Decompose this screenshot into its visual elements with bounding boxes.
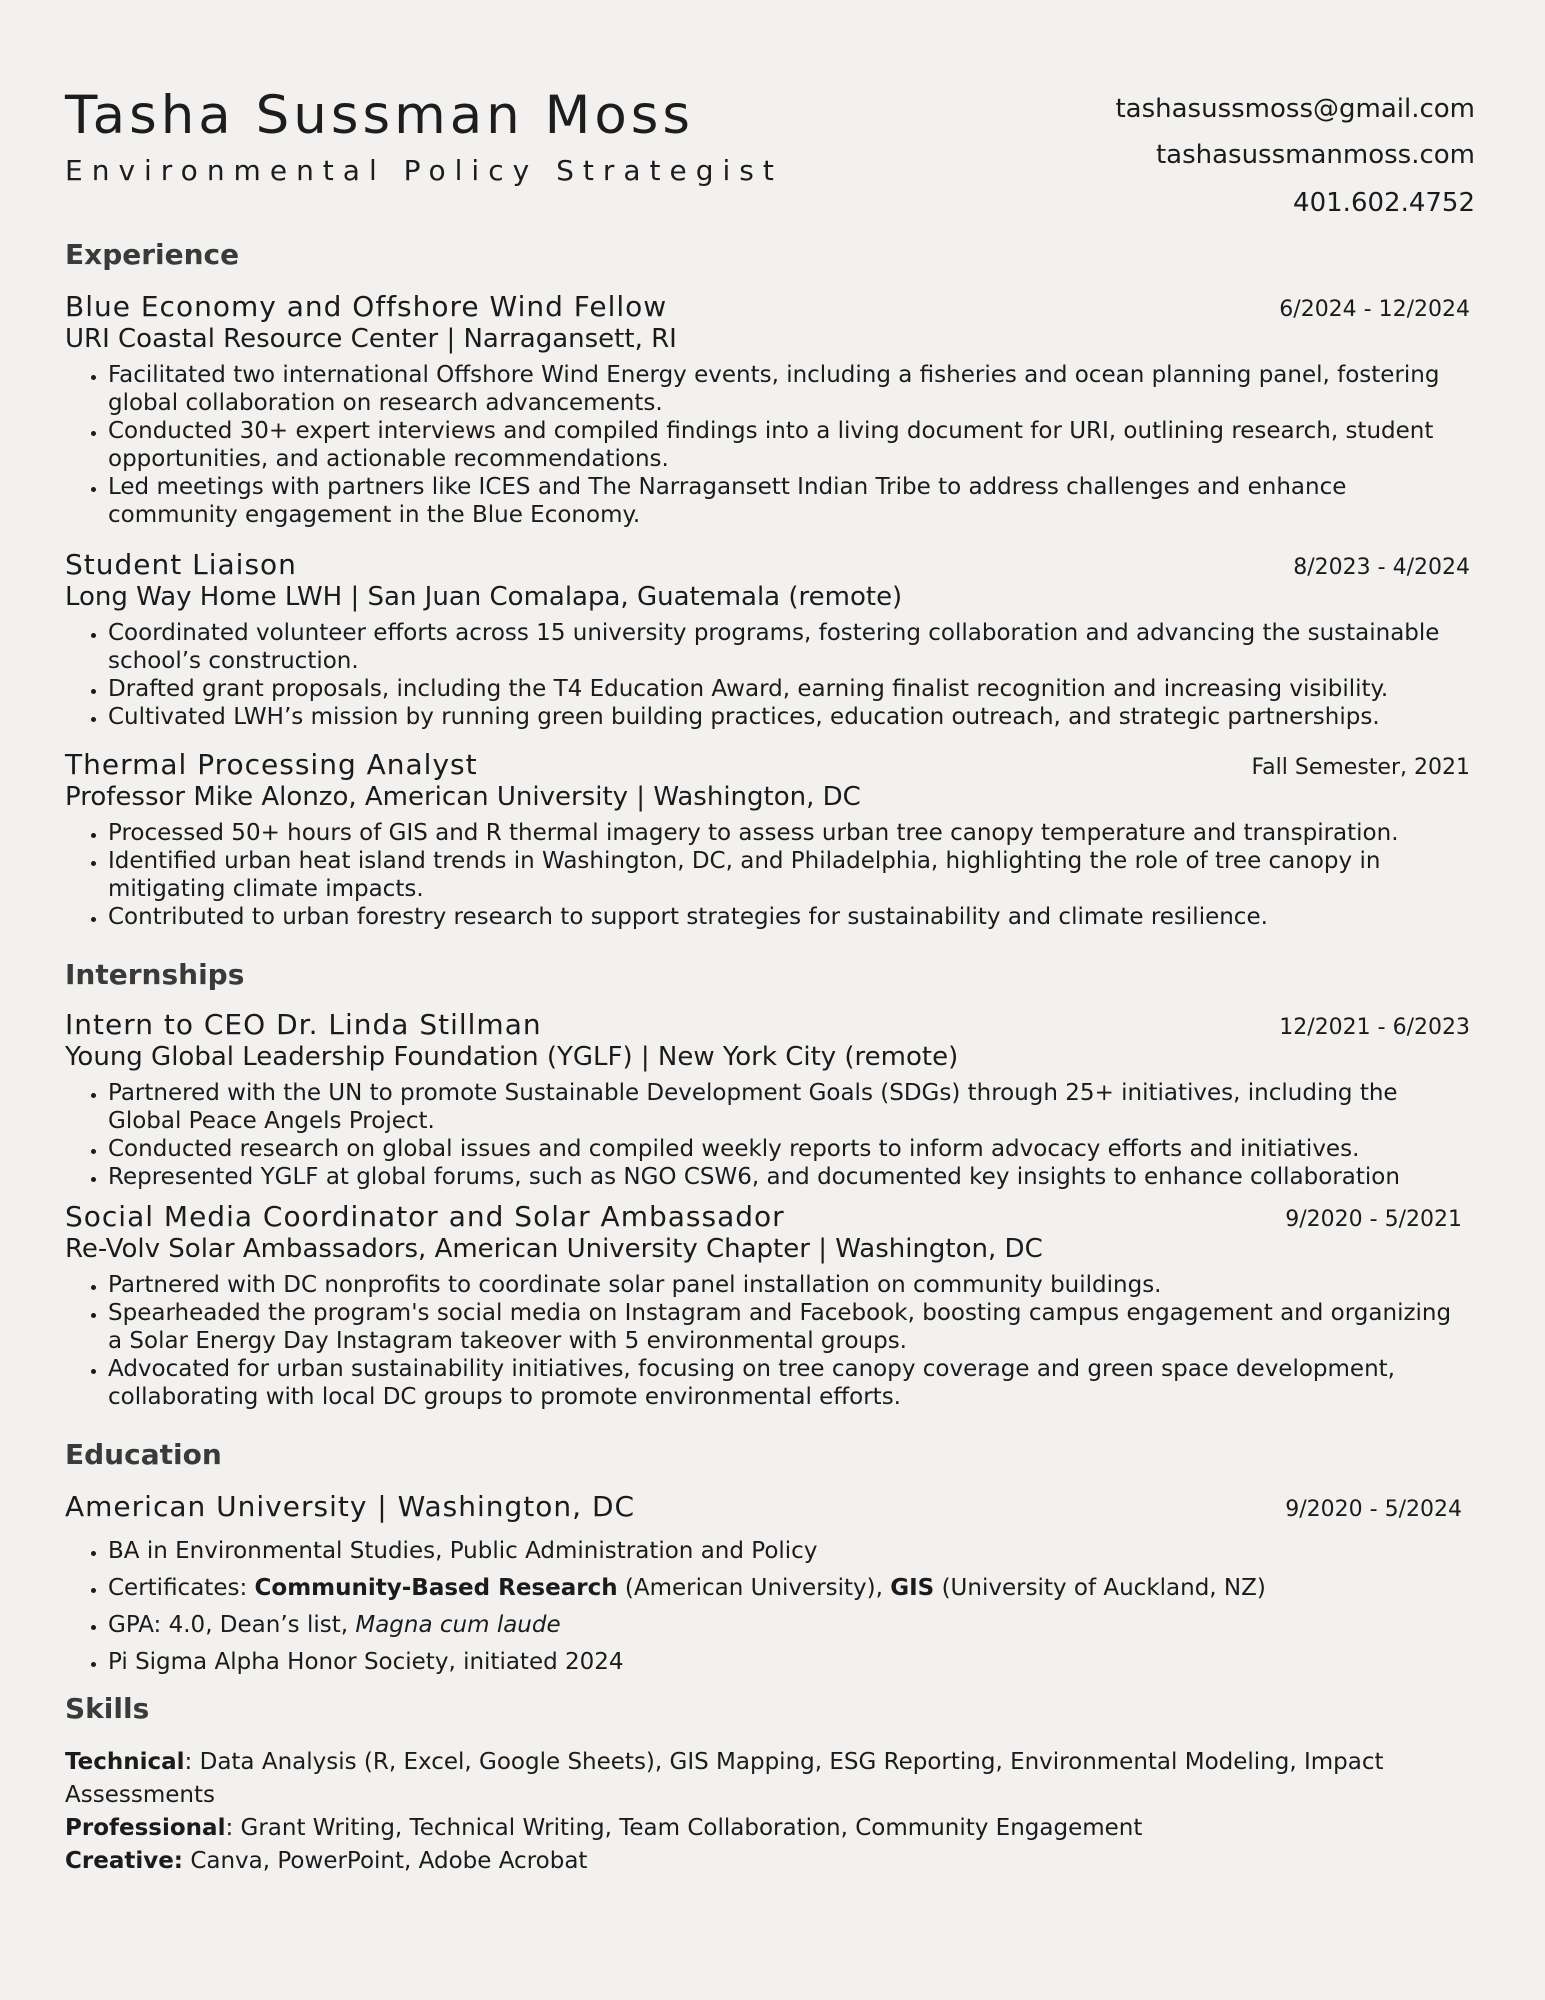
degree: • BA in Environmental Studies, Public Administration and Policy xyxy=(108,1533,1470,1570)
bullet: • Drafted grant proposals, including the T4 Education Award, earning finalist recognition and increasing visibility. xyxy=(108,675,1470,703)
skills-heading: Skills xyxy=(65,1692,150,1725)
job-org: URI Coastal Resource Center | Narragansett, RI xyxy=(65,324,677,354)
internship-entry xyxy=(65,1008,1470,1191)
bullet: • Conducted 30+ expert interviews and compiled findings into a living document for URI, outlining research, student opportunities, and actionable recommendations. xyxy=(108,417,1470,473)
school-name: American University | Washington, DC xyxy=(65,1490,636,1523)
technical-skills: Technical: Data Analysis (R, Excel, Google Sheets), GIS Mapping, ESG Reporting, Environmental Modeling, Impact Assessments xyxy=(65,1749,1384,1808)
job-entry xyxy=(65,548,1470,731)
job-bullets xyxy=(65,619,1470,731)
job-title: Student Liaison xyxy=(65,548,297,581)
job-date: 9/2020 - 5/2021 xyxy=(1285,1207,1462,1232)
bullet: • Facilitated two international Offshore Wind Energy events, including a fisheries and ocean planning panel, fostering global collaboration on research advancements. xyxy=(108,361,1470,417)
bullet: • Cultivated LWH’s mission by running green building practices, education outreach, and strategic partnerships. xyxy=(108,703,1470,731)
education-bullets xyxy=(65,1533,1470,1681)
header xyxy=(65,80,1475,218)
job-bullets xyxy=(65,1079,1470,1191)
job-date: 8/2023 - 4/2024 xyxy=(1293,555,1470,580)
bullet: • Conducted research on global issues and compiled weekly reports to inform advocacy efforts and initiatives. xyxy=(108,1135,1470,1163)
job-entry xyxy=(65,748,1470,931)
job-date: 6/2024 - 12/2024 xyxy=(1279,297,1470,322)
experience-heading: Experience xyxy=(65,238,240,271)
job-bullets xyxy=(65,361,1470,529)
job-date: Fall Semester, 2021 xyxy=(1251,755,1470,780)
gpa: • GPA: 4.0, Dean’s list, Magna cum laude xyxy=(108,1607,1470,1644)
bullet: • Led meetings with partners like ICES and The Narragansett Indian Tribe to address challenges and enhance community engagement in the Blue Economy. xyxy=(108,473,1470,529)
skills-block xyxy=(65,1746,1470,1878)
honor-society: • Pi Sigma Alpha Honor Society, initiated 2024 xyxy=(108,1644,1470,1681)
resume-page xyxy=(65,80,1475,1874)
website[interactable]: tashasussmanmoss.com xyxy=(1155,140,1475,170)
bullet: • Coordinated volunteer efforts across 15 university programs, fostering collaboration and advancing the sustainable school’s construction. xyxy=(108,619,1470,675)
bullet: • Advocated for urban sustainability initiatives, focusing on tree canopy coverage and green space development, collaborating with local DC groups to promote environmental efforts. xyxy=(108,1355,1470,1411)
candidate-name: Tasha Sussman Moss xyxy=(65,85,694,146)
bullet: • Identified urban heat island trends in Washington, DC, and Philadelphia, highlighting the role of tree canopy in mitigating climate impacts. xyxy=(108,847,1470,903)
job-date: 12/2021 - 6/2023 xyxy=(1279,1015,1470,1040)
job-bullets xyxy=(65,1271,1470,1411)
job-bullets xyxy=(65,819,1470,931)
job-org: Professor Mike Alonzo, American University | Washington, DC xyxy=(65,782,861,812)
phone: 401.602.4752 xyxy=(1293,188,1475,218)
job-title: Blue Economy and Offshore Wind Fellow xyxy=(65,290,668,323)
internship-entry xyxy=(65,1200,1470,1411)
job-entry xyxy=(65,290,1470,529)
bullet: • Partnered with the UN to promote Sustainable Development Goals (SDGs) through 25+ initiatives, including the Global Peace Angels Project. xyxy=(108,1079,1470,1135)
job-title: Intern to CEO Dr. Linda Stillman xyxy=(65,1008,542,1041)
professional-skills: Professional: Grant Writing, Technical Writing, Team Collaboration, Community Engagement xyxy=(65,1815,1143,1841)
bullet: • Processed 50+ hours of GIS and R thermal imagery to assess urban tree canopy temperature and transpiration. xyxy=(108,819,1470,847)
job-org: Young Global Leadership Foundation (YGLF) | New York City (remote) xyxy=(65,1042,959,1072)
job-title: Social Media Coordinator and Solar Ambassador xyxy=(65,1200,785,1233)
bullet: • Partnered with DC nonprofits to coordinate solar panel installation on community buildings. xyxy=(108,1271,1470,1299)
education-date: 9/2020 - 5/2024 xyxy=(1285,1497,1462,1522)
certificates: • Certificates: Community-Based Research (American University), GIS (University of Auckland, NZ) xyxy=(108,1570,1470,1607)
job-org: Long Way Home LWH | San Juan Comalapa, Guatemala (remote) xyxy=(65,582,903,612)
job-title: Thermal Processing Analyst xyxy=(65,748,478,781)
job-org: Re-Volv Solar Ambassadors, American University Chapter | Washington, DC xyxy=(65,1234,1043,1264)
bullet: • Spearheaded the program's social media on Instagram and Facebook, boosting campus engagement and organizing a Solar Energy Day Instagram takeover with 5 environmental groups. xyxy=(108,1299,1470,1355)
education-entry xyxy=(65,1490,1470,1681)
email[interactable]: tashasussmoss@gmail.com xyxy=(1115,94,1475,124)
creative-skills: Creative: Canva, PowerPoint, Adobe Acrobat xyxy=(65,1848,588,1874)
candidate-title: Environmental Policy Strategist xyxy=(65,154,783,187)
bullet: • Represented YGLF at global forums, such as NGO CSW6, and documented key insights to enhance collaboration xyxy=(108,1163,1470,1191)
education-heading: Education xyxy=(65,1438,222,1471)
internships-heading: Internships xyxy=(65,958,245,991)
contact-block xyxy=(1115,86,1475,226)
bullet: • Contributed to urban forestry research to support strategies for sustainability and climate resilience. xyxy=(108,903,1470,931)
